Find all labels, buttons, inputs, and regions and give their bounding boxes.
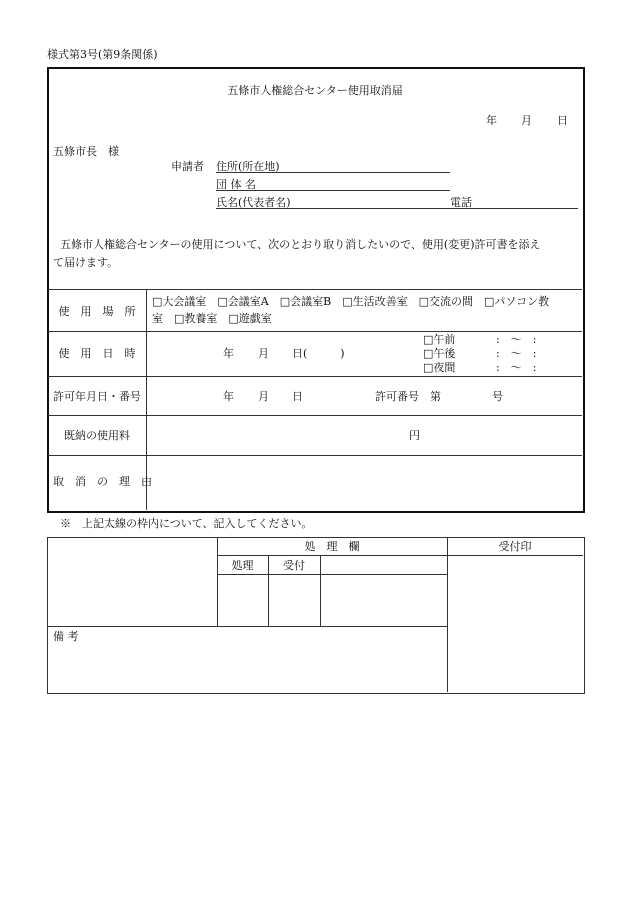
place-label: 使 用 場 所 bbox=[58, 305, 136, 318]
permit-number-suffix: 号 bbox=[492, 390, 503, 403]
main-form-frame bbox=[47, 67, 585, 513]
reception-label: 受付 bbox=[283, 559, 305, 572]
permit-year: 年 bbox=[223, 390, 234, 403]
usage-date-month: 月 bbox=[258, 347, 269, 360]
receipt-column-divider bbox=[447, 537, 448, 692]
name-phone-field[interactable] bbox=[216, 208, 578, 209]
applicant-group-label: 団 体 名 bbox=[216, 178, 256, 191]
receipt-stamp-label: 受付印 bbox=[498, 540, 532, 553]
night-checkbox[interactable]: □夜間 bbox=[423, 361, 456, 374]
permit-day: 日 bbox=[292, 390, 303, 403]
applicant-name-label: 氏名(代表者名) bbox=[216, 196, 291, 209]
processing-header: 処 理 欄 bbox=[304, 540, 360, 553]
night-time: : 〜 : bbox=[496, 361, 537, 374]
reason-label: 取 消 の 理 由 bbox=[53, 475, 152, 488]
remarks-label: 備 考 bbox=[53, 630, 79, 643]
form-title: 五條市人権総合センター使用取消届 bbox=[227, 84, 403, 97]
row-divider bbox=[48, 415, 582, 416]
pm-time: : 〜 : bbox=[496, 347, 537, 360]
body-text-line1: 五條市人権総合センターの使用について、次のとおり取り消したいので、使用(変更)許可書を添え bbox=[60, 238, 541, 251]
fee-label: 既納の使用料 bbox=[64, 429, 130, 442]
row-divider bbox=[48, 331, 582, 332]
place-options-line2[interactable]: 室 □教養室 □遊戯室 bbox=[152, 312, 272, 325]
applicant-label: 申請者 bbox=[171, 160, 204, 173]
group-field[interactable] bbox=[216, 190, 450, 191]
fee-unit: 円 bbox=[409, 429, 420, 442]
row-divider bbox=[48, 376, 582, 377]
am-checkbox[interactable]: □午前 bbox=[423, 333, 456, 346]
am-time: : 〜 : bbox=[496, 333, 537, 346]
addressee: 五條市長 様 bbox=[53, 145, 119, 158]
date-day: 日 bbox=[557, 114, 568, 127]
usage-date-day: 日( ) bbox=[292, 347, 345, 360]
note-text: ※ 上記太線の枠内について、記入してください。 bbox=[60, 517, 313, 530]
body-text-line2: て届けます。 bbox=[53, 256, 119, 269]
place-options-line1[interactable]: □大会議室 □会議室A □会議室B □生活改善室 □交流の間 □パソコン教 bbox=[152, 295, 550, 308]
permit-label: 許可年月日・番号 bbox=[53, 390, 141, 403]
permit-month: 月 bbox=[258, 390, 269, 403]
row-divider bbox=[48, 289, 582, 290]
processing-label: 処理 bbox=[231, 559, 254, 572]
reception-column-divider bbox=[320, 555, 321, 626]
applicant-address-label: 住所(所在地) bbox=[216, 160, 280, 173]
permit-number-label: 許可番号 第 bbox=[375, 390, 441, 403]
usage-date-label: 使 用 日 時 bbox=[58, 347, 136, 360]
row-divider bbox=[48, 455, 582, 456]
remarks-divider bbox=[47, 626, 447, 627]
address-field[interactable] bbox=[216, 172, 450, 173]
pm-checkbox[interactable]: □午後 bbox=[423, 347, 456, 360]
date-year: 年 bbox=[486, 114, 497, 127]
form-number: 様式第3号(第9条関係) bbox=[47, 48, 158, 61]
date-month: 月 bbox=[521, 114, 532, 127]
applicant-phone-label: 電話 bbox=[450, 196, 472, 209]
usage-date-year: 年 bbox=[223, 347, 234, 360]
office-header-divider bbox=[217, 555, 583, 556]
office-subheader-divider bbox=[217, 574, 447, 575]
